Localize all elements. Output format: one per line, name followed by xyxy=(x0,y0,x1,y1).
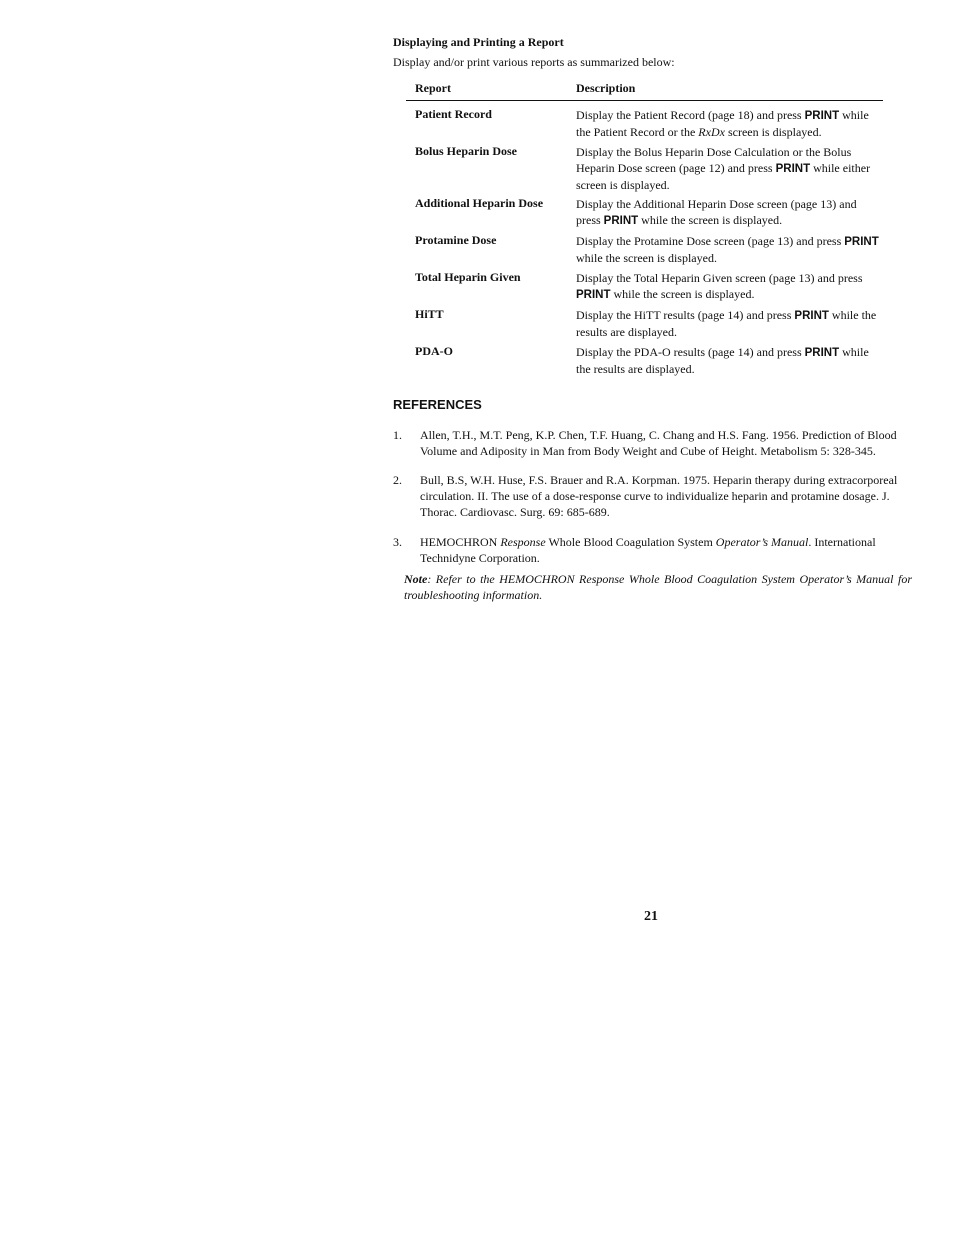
reference-text: Allen, T.H., M.T. Peng, K.P. Chen, T.F. Huang, C. Chang and H.S. Fang. 1956. Prediction of Blood Volume and Adiposity in Man from Body Weight and Cube of Height. Metabolism 5: 328-345. xyxy=(420,428,897,458)
report-description: Display the Bolus Heparin Dose Calculation or the Bolus Heparin Dose screen (page 12) and press PRINT while either screen is displayed. xyxy=(576,145,871,192)
reference-number: 3. xyxy=(393,535,402,549)
section-title: Displaying and Printing a Report xyxy=(393,35,564,49)
report-description: Display the Protamine Dose screen (page 13) and press PRINT while the screen is displayed. xyxy=(576,234,879,265)
reference-text: Bull, B.S, W.H. Huse, F.S. Brauer and R.A. Korpman. 1975. Heparin therapy during extracorporeal circulation. II. The use of a dose-response curve to individualize heparin and protamine dosage. J. Thorac. Cardiovasc. Surg. 69: 685-689. xyxy=(420,473,898,519)
table-row xyxy=(406,107,883,144)
reference-number: 1. xyxy=(393,428,402,442)
table-row xyxy=(406,270,883,307)
report-table xyxy=(406,79,883,381)
report-description: Display the HiTT results (page 14) and press PRINT while the results are displayed. xyxy=(576,308,877,339)
report-name: Protamine Dose xyxy=(415,233,497,247)
report-name: Bolus Heparin Dose xyxy=(415,144,518,158)
reference-text: HEMOCHRON Response Whole Blood Coagulation System Operator’s Manual. International Technidyne Corporation. xyxy=(420,535,876,565)
table-row xyxy=(406,307,883,344)
note-label: Note xyxy=(404,572,428,586)
report-description: Display the Total Heparin Given screen (page 13) and press PRINT while the screen is displayed. xyxy=(576,271,863,301)
reference-number: 2. xyxy=(393,473,402,487)
report-name: Additional Heparin Dose xyxy=(415,196,544,210)
header-description: Description xyxy=(576,81,636,95)
header-report: Report xyxy=(415,81,451,95)
report-description: Display the Patient Record (page 18) and press PRINT while the Patient Record or the RxDx screen is displayed. xyxy=(576,108,869,139)
table-row xyxy=(406,144,883,196)
table-row xyxy=(406,233,883,270)
table-row xyxy=(406,344,883,381)
section-intro: Display and/or print various reports as summarized below: xyxy=(393,55,675,69)
report-name: HiTT xyxy=(415,307,444,321)
references-heading: REFERENCES xyxy=(393,397,482,412)
report-description: Display the Additional Heparin Dose screen (page 13) and press PRINT while the screen is displayed. xyxy=(576,197,857,227)
report-name: Patient Record xyxy=(415,107,492,121)
note-text: Note: Refer to the HEMOCHRON Response Whole Blood Coagulation System Operator’s Manual for troubleshooting information. xyxy=(404,572,912,602)
report-name: Total Heparin Given xyxy=(415,270,521,284)
page-number: 21 xyxy=(644,909,658,924)
report-description: Display the PDA-O results (page 14) and press PRINT while the results are displayed. xyxy=(576,345,869,376)
table-row xyxy=(406,196,883,233)
report-name: PDA-O xyxy=(415,344,453,358)
table-header xyxy=(406,79,883,101)
